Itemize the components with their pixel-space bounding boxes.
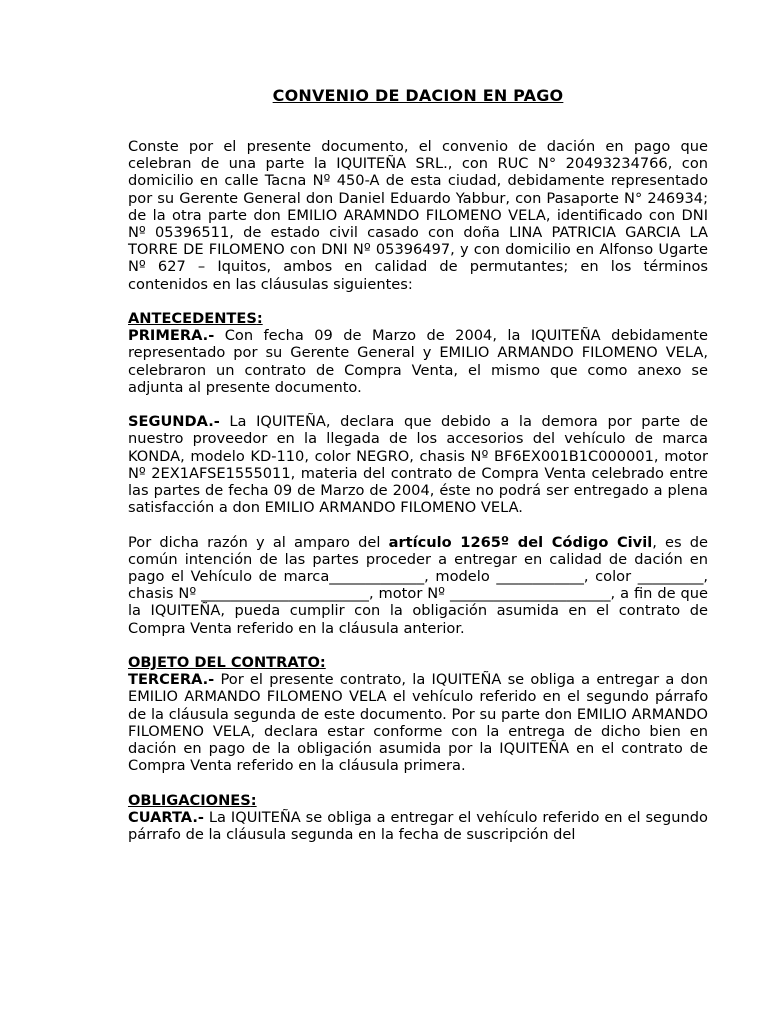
section-objeto <box>128 654 708 671</box>
section-heading-obligaciones: OBLIGACIONES: <box>128 791 257 809</box>
section-antecedentes <box>128 310 708 327</box>
clause-primera <box>128 327 708 396</box>
clause-cuarta <box>128 809 708 843</box>
clause-label: TERCERA.- <box>128 671 215 689</box>
clause-label: PRIMERA.- <box>128 327 215 345</box>
clause-segunda <box>128 413 708 516</box>
section-heading-antecedentes: ANTECEDENTES: <box>128 310 263 328</box>
section-heading-objeto: OBJETO DEL CONTRATO: <box>128 654 326 672</box>
clause-text: Con fecha 09 de Marzo de 2004, la IQUITEÑA debidamente representado por su Gerente General y EMILIO ARMANDO FILOMENO VELA, celebraron un contrato de Compra Venta, el mismo que como anexo se adjunta al presente documento. <box>128 327 708 396</box>
clause-tercera <box>128 671 708 774</box>
legal-reference: artículo 1265º del Código Civil <box>388 533 653 551</box>
clause-label: SEGUNDA.- <box>128 413 220 431</box>
clause-text: La IQUITEÑA se obliga a entregar el vehículo referido en el segundo párrafo de la cláusula segunda en la fecha de suscripción del <box>128 808 708 844</box>
document-body <box>128 138 708 843</box>
page-title: CONVENIO DE DACION EN PAGO <box>272 86 564 105</box>
clause-text: La IQUITEÑA, declara que debido a la demora por parte de nuestro proveedor en la llegada de los accesorios del vehículo de marca KONDA, modelo KD-110, color NEGRO, chasis Nº BF6EX001B1C000001, motor Nº 2EX1AFSE1555011, materia del contrato de Compra Venta celebrado entre las partes de fecha 09 de Marzo de 2004, éste no podrá ser entregado a plena satisfacción a don EMILIO ARMANDO FILOMENO VELA. <box>128 413 708 517</box>
clause-cuarta-wrap <box>128 809 708 843</box>
clause-text: Por el presente contrato, la IQUITEÑA se obliga a entregar a don EMILIO ARMANDO FILOMENO VELA el vehículo referido en el segundo párrafo de la cláusula segunda de este documento. Por su parte don EMILIO ARMANDO FILOMENO VELA, declara estar conforme con la entrega de dicho bien en dación en pago de la obligación asumida por la IQUITEÑA en el contrato de Compra Venta referido en la cláusula primera. <box>128 671 708 775</box>
intro-paragraph: Conste por el presente documento, el convenio de dación en pago que celebran de una parte la IQUITEÑA SRL., con RUC N° 20493234766, con domicilio en calle Tacna Nº 450-A de esta ciudad, debidamente representado por su Gerente General don Daniel Eduardo Yabbur, con Pasaporte N° 246934; de la otra parte don EMILIO ARAMNDO FILOMENO VELA, identificado con DNI Nº 05396511, de estado civil casado con doña LINA PATRICIA GARCIA LA TORRE DE FILOMENO con DNI Nº 05396497, y con domicilio en Alfonso Ugarte Nº 627 – Iquitos, ambos en calidad de permutantes; en los términos contenidos en las cláusulas siguientes: <box>128 138 708 293</box>
clause-label: CUARTA.- <box>128 808 204 826</box>
section-obligaciones <box>128 792 708 809</box>
razon-paragraph: Por dicha razón y al amparo del artículo 1265º del Código Civil, es de común intención de las partes proceder a entregar en calidad de dación en pago el Vehículo de marca_____________, modelo ____________, color _________, chasis Nº _______________________, motor Nº ______________________, a fin de que la IQUITEÑA, pueda cumplir con la obligación asumida en el contrato de Compra Venta referido en la cláusula anterior. <box>128 533 708 637</box>
